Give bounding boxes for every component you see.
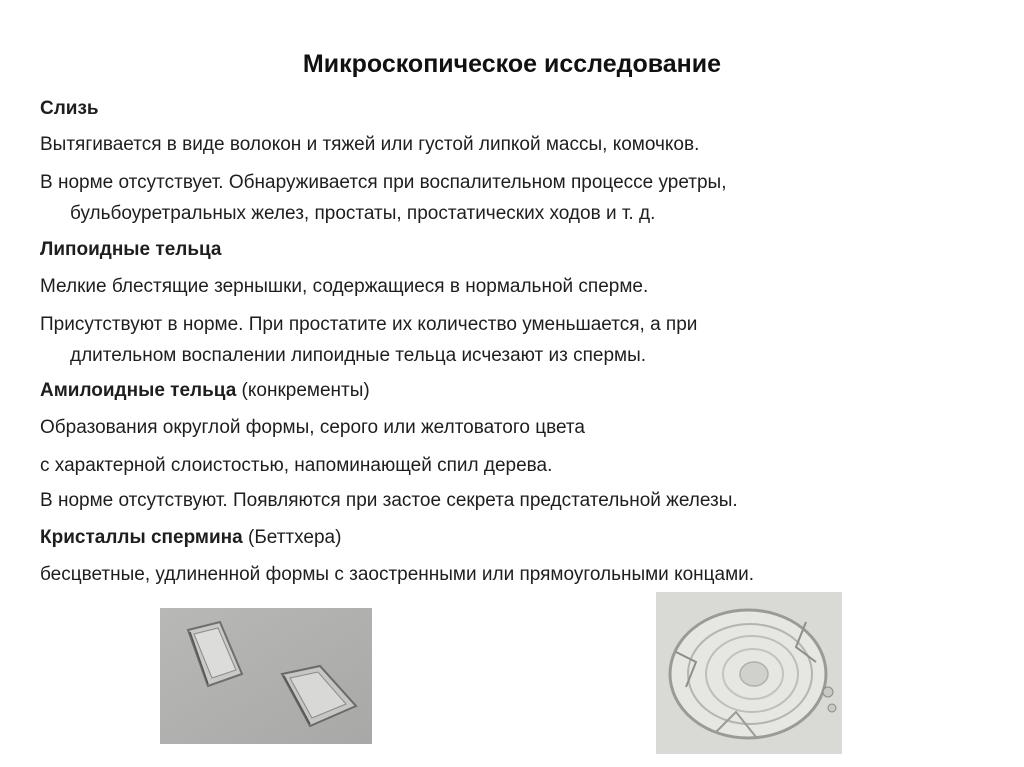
section-heading-slime: Слизь (40, 98, 99, 119)
amyloid-body-image (656, 592, 842, 754)
lipoid-text-1: Мелкие блестящие зернышки, содержащиеся в нормальной сперме. (40, 276, 649, 297)
spermine-crystals-micrograph-icon (160, 608, 372, 744)
amyloid-heading-note: (конкременты) (236, 380, 370, 401)
lipoid-text-2-cont: длительном воспалении липоидные тельца исчезают из спермы. (70, 345, 647, 366)
slime-text-2: В норме отсутствует. Обнаруживается при воспалительном процессе уретры, (40, 172, 727, 193)
slime-text-1: Вытягивается в виде волокон и тяжей или густой липкой массы, комочков. (40, 134, 700, 155)
section-heading-amyloid: Амилоидные тельца (конкременты) (40, 380, 370, 401)
spermine-crystals-image (160, 608, 372, 744)
amyloid-text-1: Образования округлой формы, серого или желтоватого цвета (40, 417, 585, 438)
crystals-heading-note: (Беттхера) (242, 527, 342, 548)
amyloid-body-micrograph-icon (656, 592, 842, 754)
lipoid-text-2: Присутствуют в норме. При простатите их количество уменьшается, а при (40, 314, 698, 335)
page-title: Микроскопическое исследование (302, 50, 722, 78)
amyloid-text-3: В норме отсутствуют. Появляются при застое секрета предстательной железы. (40, 490, 738, 511)
section-heading-crystals: Кристаллы спермина (Беттхера) (40, 527, 342, 548)
slime-text-2-cont: бульбоуретральных желез, простаты, простатических ходов и т. д. (70, 203, 656, 224)
section-heading-lipoid: Липоидные тельца (40, 239, 222, 260)
amyloid-text-2: с характерной слоистостью, напоминающей спил дерева. (40, 455, 553, 476)
crystals-text-1: бесцветные, удлиненной формы с заостренными или прямоугольными концами. (40, 564, 755, 585)
